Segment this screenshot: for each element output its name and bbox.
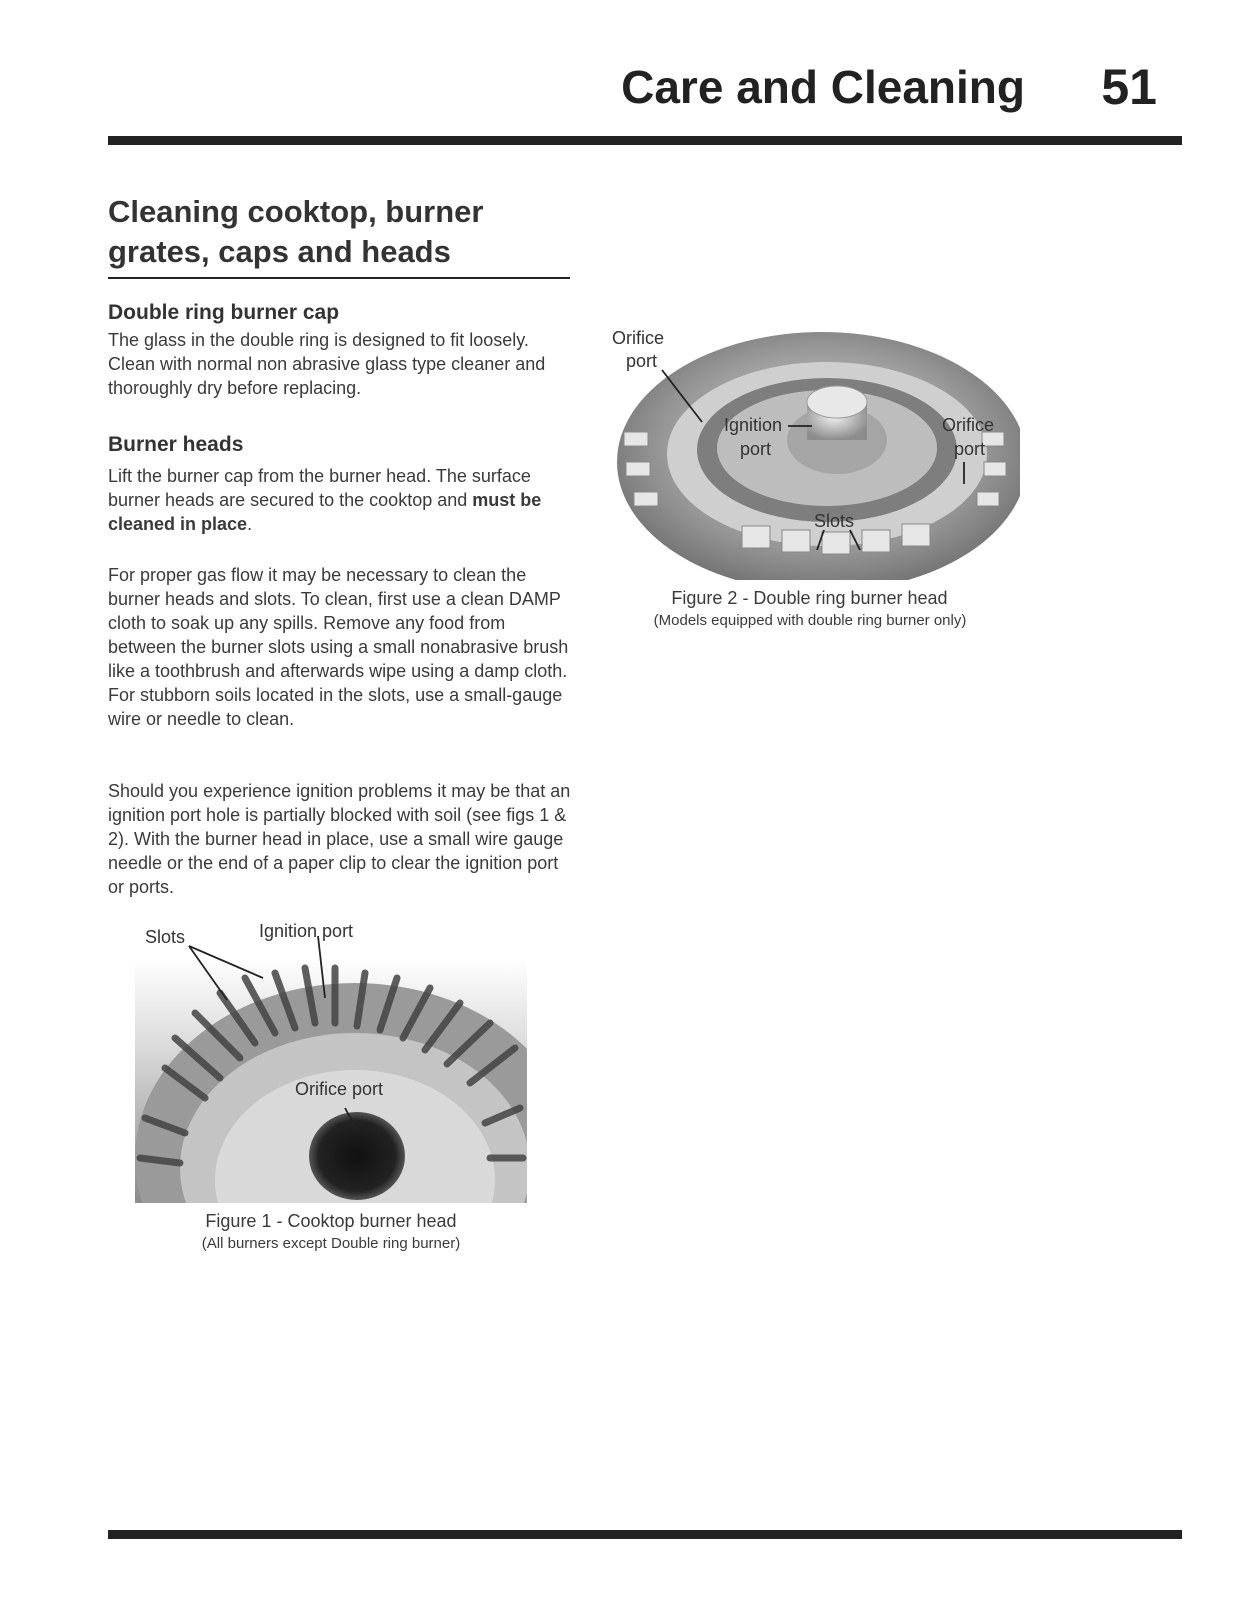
page-title: Care and Cleaning: [621, 61, 1025, 113]
double-ring-cap-heading: Double ring burner cap: [108, 301, 340, 324]
header-rule: [108, 136, 1182, 145]
section-rule: [108, 277, 570, 279]
figure-2: [612, 322, 1020, 580]
burner-heads-para-3: [108, 779, 578, 899]
burner-heads-intro-end: .: [247, 514, 253, 534]
page-number: 51: [1101, 59, 1157, 115]
burner-heads-intro: [108, 464, 578, 536]
figure-2-label-orifice-left-2: port: [626, 351, 658, 371]
burner-heads-heading: Burner heads: [108, 433, 244, 456]
double-ring-cap-text: The glass in the double ring is designed to fit loosely. Clean with normal non abrasive glass type cleaner and thoroughly dry before replacing.: [108, 330, 546, 398]
footer-rule: [108, 1530, 1182, 1539]
figure-2-sub-caption: (Models equipped with double ring burner only): [653, 612, 967, 629]
figure-1-caption: Figure 1 - Cooktop burner head: [205, 1211, 457, 1231]
figure-1-label-orifice-port: Orifice port: [295, 1079, 384, 1099]
figure-2-label-ignition-1: Ignition: [724, 415, 783, 435]
burner-heads-para-3-text: Should you experience ignition problems it may be that an ignition port hole is partially blocked with soil (see figs 1 & 2). With the burner head in place, use a small wire gauge needle or the end of a paper clip to clear the ignition port or ports.: [108, 781, 571, 897]
burner-heads-intro-bold: must be cleaned in place: [108, 490, 542, 534]
burner-heads-para-2-text: For proper gas flow it may be necessary to clean the burner heads and slots. To clean, first use a clean DAMP cloth to soak up any spills. Remove any food from between the burner slots using a small nonabrasive brush like a toothbrush and afterwards wipe using a damp cloth. For stubborn soils located in the slots, use a small-gauge wire or needle to clean.: [108, 565, 569, 729]
figure-2-label-slots: Slots: [814, 511, 855, 531]
figure-1-photo: [135, 918, 527, 1203]
burner-heads-intro-text: Lift the burner cap from the burner head. The surface burner heads are secured to the cooktop and: [108, 466, 531, 510]
figure-2-label-orifice-left-1: Orifice: [612, 328, 665, 348]
figure-2-caption: Figure 2 - Double ring burner head: [671, 588, 948, 608]
double-ring-cap-section: [108, 300, 578, 400]
burner-heads-section: [108, 432, 578, 536]
burner-heads-para-2: [108, 563, 578, 731]
figure-2-label-ignition-2: port: [740, 439, 772, 459]
figure-1-label-slots: Slots: [145, 927, 186, 947]
figure-1-label-ignition-port: Ignition port: [259, 921, 354, 941]
section-title-line-1: Cleaning cooktop, burner: [108, 194, 484, 229]
figure-2-label-orifice-right-1: Orifice: [942, 415, 995, 435]
section-title-line-2: grates, caps and heads: [108, 234, 451, 269]
section-title: [108, 192, 578, 272]
figure-1-sub-caption: (All burners except Double ring burner): [201, 1235, 461, 1252]
figure-2-label-orifice-right-2: port: [954, 439, 986, 459]
figure-1: [135, 918, 527, 1203]
